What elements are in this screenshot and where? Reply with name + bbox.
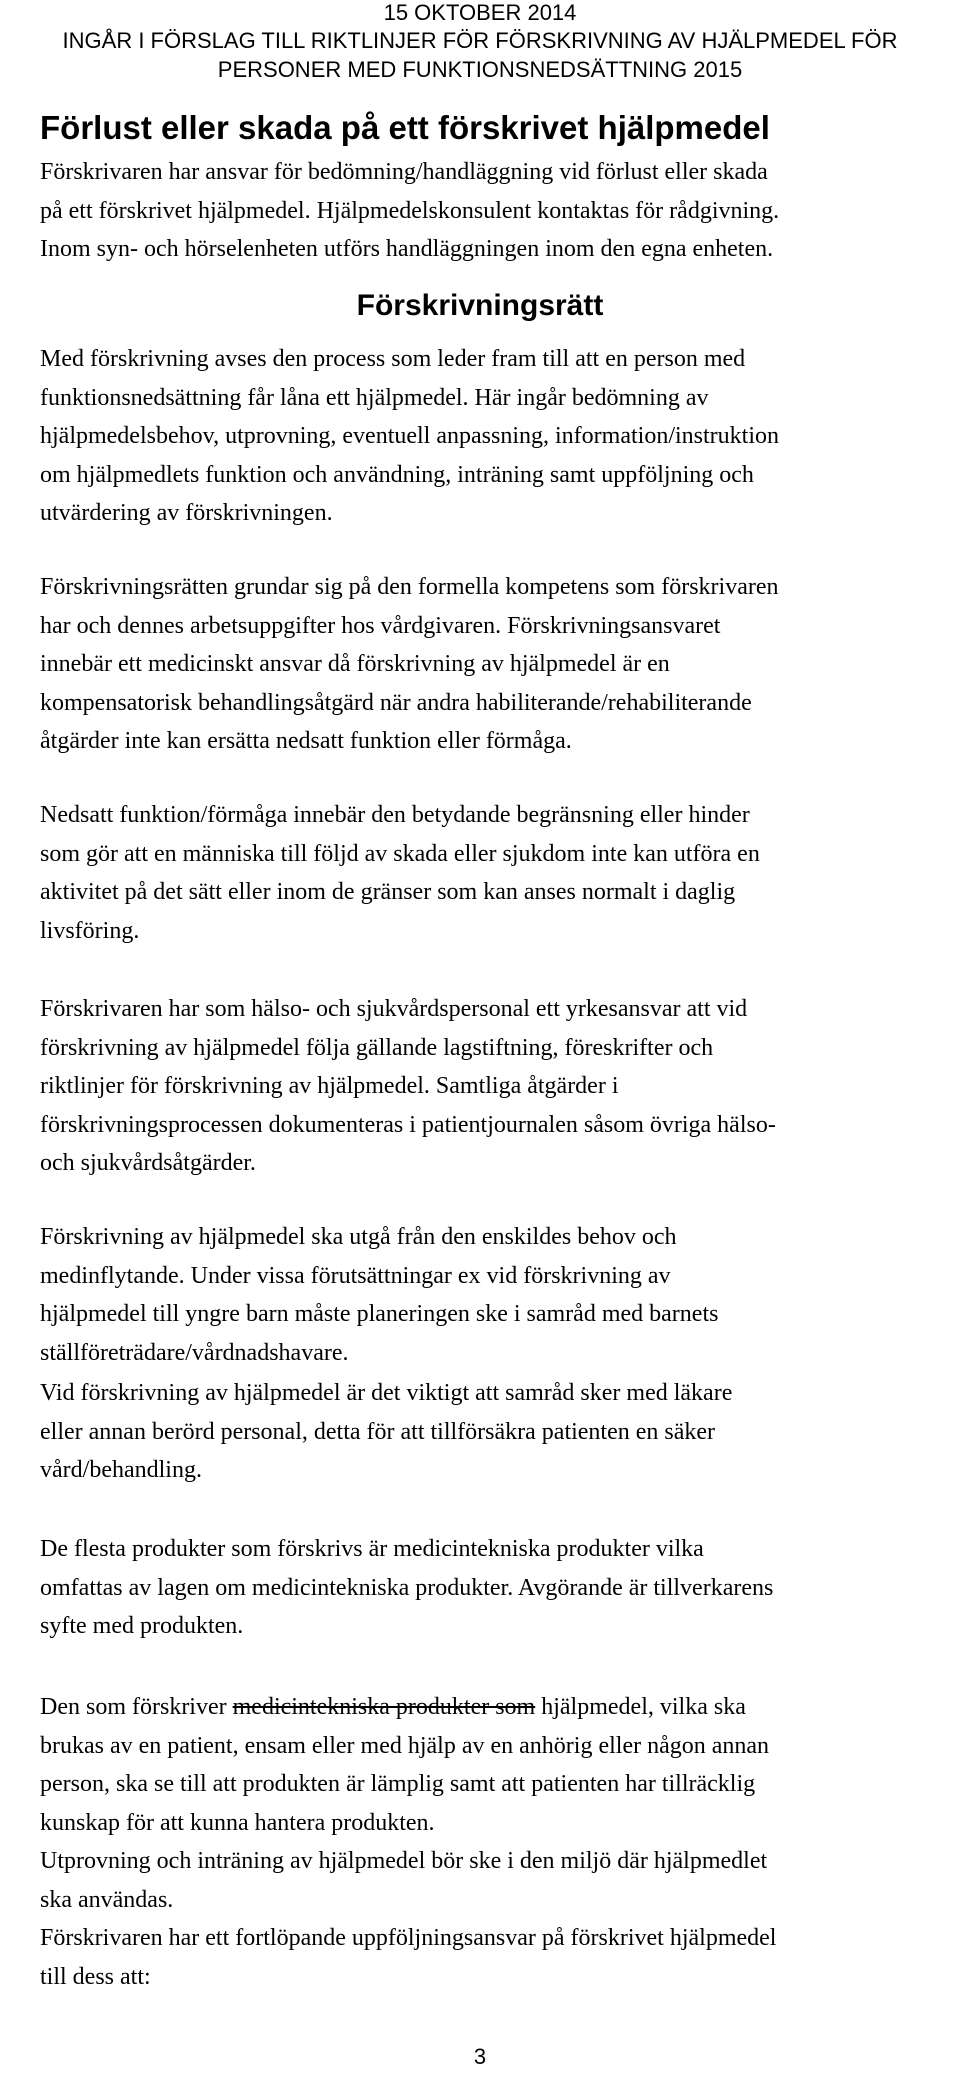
- paragraph-3: [40, 796, 960, 950]
- text-line: syfte med produkten.: [40, 1613, 244, 1639]
- text-line: åtgärder inte kan ersätta nedsatt funktion eller förmåga.: [40, 728, 572, 754]
- paragraph-5: [40, 1218, 960, 1372]
- struck-text: medicintekniska produkter som: [232, 1694, 536, 1720]
- text-line: har och dennes arbetsuppgifter hos vårdgivaren. Förskrivningsansvaret: [40, 612, 721, 639]
- text-line: brukas av en patient, ensam eller med hjälp av en anhörig eller någon annan: [40, 1732, 770, 1759]
- text-line: livsföring.: [40, 917, 140, 944]
- paragraph-loss-damage: [40, 153, 960, 269]
- text-line: aktivitet på det sätt eller inom de gränser som kan anses normalt i daglig: [40, 879, 736, 905]
- text-line: och sjukvårdsåtgärder.: [40, 1150, 256, 1176]
- header-line-1: INGÅR I FÖRSLAG TILL RIKTLINJER FÖR FÖRSKRIVNING AV HJÄLPMEDEL FÖR: [62, 28, 898, 53]
- text-line: medinflytande. Under vissa förutsättningar ex vid förskrivning av: [40, 1262, 671, 1289]
- text-line: [40, 1688, 960, 1727]
- text-line: ska användas.: [40, 1886, 174, 1913]
- text-line: förskrivning av hjälpmedel följa gällande lagstiftning, föreskrifter och: [40, 1034, 714, 1061]
- text-line: person, ska se till att produkten är lämplig samt att patienten har tillräcklig: [40, 1771, 756, 1797]
- text-line: hjälpmedel till yngre barn måste planeringen ske i samråd med barnets: [40, 1301, 719, 1327]
- text-line: Med förskrivning avses den process som leder fram till att en person med: [40, 346, 746, 372]
- text-line: kompensatorisk behandlingsåtgärd när andra habiliterande/rehabiliterande: [40, 689, 752, 716]
- text-line: på ett förskrivet hjälpmedel. Hjälpmedelskonsulent kontaktas för rådgivning.: [40, 197, 780, 224]
- header-date: 15 OKTOBER 2014: [383, 0, 577, 25]
- text-line: Inom syn- och hörselenheten utförs handläggningen inom den egna enheten.: [40, 236, 774, 262]
- text-line: hjälpmedelsbehov, utprovning, eventuell anpassning, information/instruktion: [40, 423, 779, 449]
- page-number: 3: [473, 2044, 487, 2069]
- paragraph-8: [40, 1688, 960, 1996]
- text-line: Förskrivaren har ansvar för bedömning/handläggning vid förlust eller skada: [40, 159, 768, 185]
- paragraph-1: [40, 340, 960, 533]
- text-line: om hjälpmedlets funktion och användning, inträning samt uppföljning och: [40, 461, 754, 488]
- text-line: ställföreträdare/vårdnadshavare.: [40, 1339, 349, 1366]
- text-line: förskrivningsprocessen dokumenteras i patientjournalen såsom övriga hälso-: [40, 1111, 776, 1138]
- text-line: riktlinjer för förskrivning av hjälpmedel. Samtliga åtgärder i: [40, 1073, 619, 1099]
- text-line: eller annan berörd personal, detta för att tillförsäkra patienten en säker: [40, 1418, 716, 1445]
- text-segment: Den som förskriver: [40, 1694, 233, 1720]
- text-line: till dess att:: [40, 1963, 151, 1990]
- text-line: Nedsatt funktion/förmåga innebär den betydande begränsning eller hinder: [40, 802, 750, 828]
- text-line: Förskrivaren har som hälso- och sjukvårdspersonal ett yrkesansvar att vid: [40, 996, 748, 1022]
- section-heading-prescription-right: Förskrivningsrätt: [356, 289, 604, 322]
- text-line: som gör att en människa till följd av skada eller sjukdom inte kan utföra en: [40, 840, 760, 867]
- paragraph-6: [40, 1374, 960, 1490]
- section-heading-loss-damage: Förlust eller skada på ett förskrivet hjälpmedel: [40, 109, 770, 146]
- paragraph-2: [40, 568, 960, 761]
- text-line: Vid förskrivning av hjälpmedel är det viktigt att samråd sker med läkare: [40, 1380, 733, 1406]
- text-line: Förskrivaren har ett fortlöpande uppföljningsansvar på förskrivet hjälpmedel: [40, 1925, 777, 1951]
- text-line: De flesta produkter som förskrivs är medicintekniska produkter vilka: [40, 1536, 704, 1562]
- paragraph-4: [40, 990, 960, 1183]
- text-line: Förskrivningsrätten grundar sig på den formella kompetens som förskrivaren: [40, 574, 779, 600]
- text-line: vård/behandling.: [40, 1457, 202, 1483]
- header-line-2: PERSONER MED FUNKTIONSNEDSÄTTNING 2015: [217, 57, 743, 82]
- text-line: kunskap för att kunna hantera produkten.: [40, 1809, 435, 1836]
- text-line: omfattas av lagen om medicintekniska produkter. Avgörande är tillverkarens: [40, 1574, 774, 1601]
- text-line: utvärdering av förskrivningen.: [40, 500, 333, 526]
- text-line: Förskrivning av hjälpmedel ska utgå från den enskildes behov och: [40, 1224, 677, 1250]
- text-segment: hjälpmedel, vilka ska: [535, 1694, 746, 1720]
- text-line: funktionsnedsättning får låna ett hjälpmedel. Här ingår bedömning av: [40, 384, 709, 411]
- paragraph-7: [40, 1530, 960, 1646]
- text-line: Utprovning och inträning av hjälpmedel bör ske i den miljö där hjälpmedlet: [40, 1848, 768, 1874]
- text-line: innebär ett medicinskt ansvar då förskrivning av hjälpmedel är en: [40, 651, 670, 677]
